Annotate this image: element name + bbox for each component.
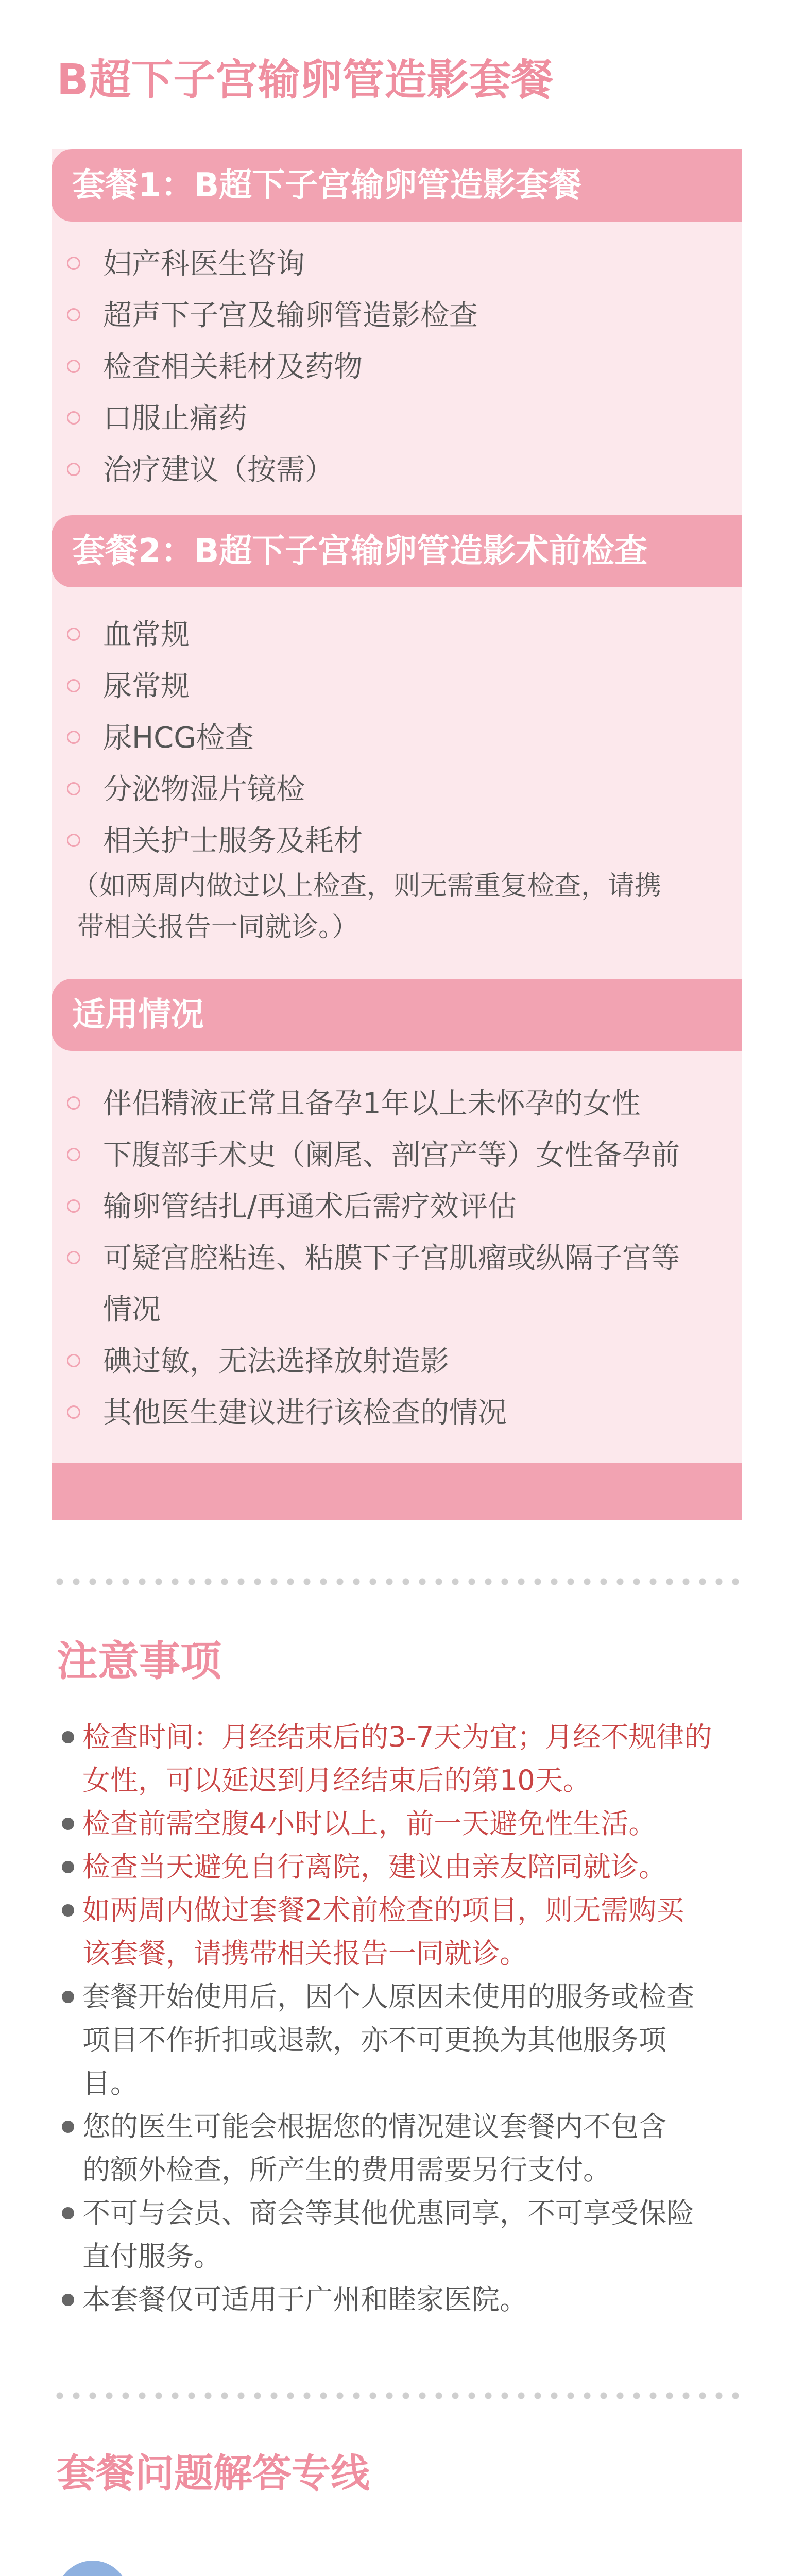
package2-note-line2: 带相关报告一同就诊。）: [77, 912, 359, 943]
package2-note-line1: （如两周内做过以上检查，则无需重复检查，请携: [72, 871, 662, 902]
circle-bullet-icon: [67, 1096, 80, 1110]
bullet-dot-icon: [62, 1731, 74, 1743]
circle-bullet-icon: [67, 1354, 80, 1367]
hotline-title: 套餐问题解答专线: [57, 2450, 370, 2496]
circle-bullet-icon: [67, 411, 80, 425]
circle-bullet-icon: [67, 1199, 80, 1213]
circle-bullet-icon: [67, 1405, 80, 1419]
circle-bullet-icon: [67, 628, 80, 641]
bullet-dot-icon: [62, 2121, 74, 2133]
notice-title: 注意事项: [57, 1637, 221, 1685]
applicable-title: 适用情况: [52, 979, 742, 1051]
circle-bullet-icon: [67, 782, 80, 795]
bullet-dot-icon: [62, 1904, 74, 1917]
circle-bullet-icon: [67, 308, 80, 321]
circle-bullet-icon: [67, 257, 80, 270]
circle-bullet-icon: [67, 731, 80, 744]
bullet-dot-icon: [62, 1818, 74, 1830]
phone-icon: [52, 2555, 134, 2576]
page-title: B超下子宫输卵管造影套餐: [57, 56, 554, 105]
circle-bullet-icon: [67, 1251, 80, 1264]
dotted-divider: [52, 2391, 742, 2401]
circle-bullet-icon: [67, 1148, 80, 1161]
package2-title: 套餐2：B超下子宫输卵管造影术前检查: [52, 515, 742, 587]
bullet-dot-icon: [62, 2294, 74, 2306]
panel-footer-bar: [52, 1463, 742, 1520]
circle-bullet-icon: [67, 463, 80, 476]
circle-bullet-icon: [67, 834, 80, 847]
dotted-divider: [52, 1577, 742, 1587]
circle-bullet-icon: [67, 679, 80, 692]
bullet-dot-icon: [62, 2207, 74, 2219]
bullet-dot-icon: [62, 1861, 74, 1873]
bullet-dot-icon: [62, 1991, 74, 2003]
package1-title: 套餐1：B超下子宫输卵管造影套餐: [52, 149, 742, 222]
circle-bullet-icon: [67, 360, 80, 373]
